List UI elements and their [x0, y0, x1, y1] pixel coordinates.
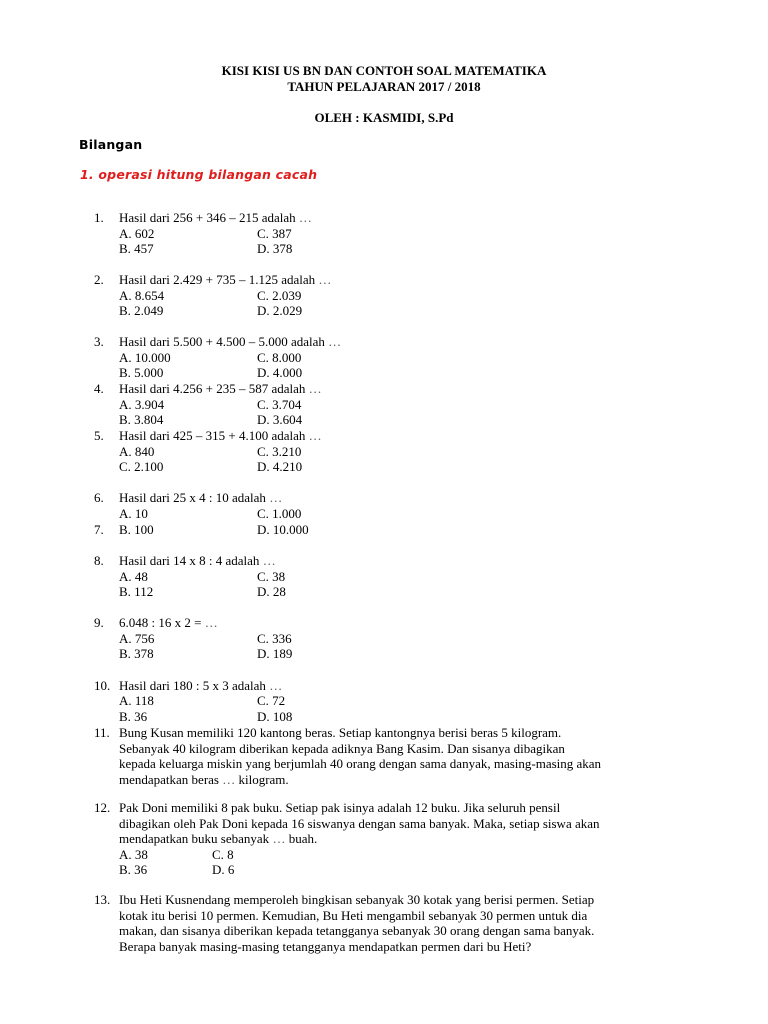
question-number: 7. [94, 522, 104, 537]
option-d: D. 3.604 [257, 412, 303, 427]
options-row [0, 303, 768, 319]
question-number: 10. [94, 678, 111, 693]
option-b: B. 112 [119, 584, 154, 599]
options-row [0, 862, 768, 878]
option-a: A. 840 [119, 444, 155, 459]
option-b: B. 378 [119, 646, 154, 661]
question-text: Hasil dari 5.500 + 4.500 – 5.000 adalah … [119, 334, 342, 349]
option-c: C. 1.000 [257, 506, 302, 521]
question-text: 6.048 : 16 x 2 = … [119, 615, 218, 630]
question-number: 4. [94, 381, 104, 396]
option-b: B. 36 [119, 709, 148, 724]
option-d: D. 4.000 [257, 365, 303, 380]
question-6 [0, 490, 768, 506]
option-a: A. 10 [119, 506, 148, 521]
question-number: 8. [94, 553, 104, 568]
option-b: B. 3.804 [119, 412, 164, 427]
option-b: B. 457 [119, 241, 154, 256]
question-4 [0, 381, 768, 397]
question-number: 12. [94, 800, 111, 815]
question-text: Pak Doni memiliki 8 pak buku. Setiap pak isinya adalah 12 buku. Jika seluruh pensil dibagikan oleh Pak Doni kepada 16 siswanya dengan sama banyak. Maka, setiap siswa akan mendapatkan buku sebanyak … buah. [119, 800, 600, 847]
option-d: D. 2.029 [257, 303, 303, 318]
options-row [0, 226, 768, 242]
option-d: D. 4.210 [257, 459, 303, 474]
options-row [0, 412, 768, 428]
options-row [0, 365, 768, 381]
question-3 [0, 334, 768, 350]
question-number: 6. [94, 490, 104, 505]
question-number: 3. [94, 334, 104, 349]
options-row [0, 631, 768, 647]
question-text: Hasil dari 25 x 4 : 10 adalah … [119, 490, 283, 505]
question-text: Bung Kusan memiliki 120 kantong beras. Setiap kantongnya berisi beras 5 kilogram. Sebanyak 40 kilogram diberikan kepada adiknya Bang Kasim. Dan sisanya dibagikan kepada keluarga miskin yang berjumlah 40 orang dengan sama danyak, masing-masing akan mendapatkan beras … kilogram. [119, 725, 602, 787]
section-heading: Bilangan [79, 137, 143, 152]
option-a: A. 48 [119, 569, 148, 584]
options-row [0, 709, 768, 725]
academic-year: TAHUN PELAJARAN 2017 / 2018 [287, 79, 481, 94]
option-c: C. 336 [257, 631, 292, 646]
question-text: Hasil dari 180 : 5 x 3 adalah … [119, 678, 283, 693]
options-row [0, 522, 768, 538]
question-text: Ibu Heti Kusnendang memperoleh bingkisan sebanyak 30 kotak yang berisi permen. Setiap kotak itu berisi 10 permen. Kemudian, Bu Heti mengambil sebanyak 30 permen untuk dia makan, dan sisanya diberikan kepada tetangganya sebanyak 30 orang dengan sama banyak. Berapa banyak masing-masing tetangganya mendapatkan permen dari bu Heti? [119, 892, 595, 954]
options-row [0, 646, 768, 662]
option-a: A. 602 [119, 226, 155, 241]
option-d: D. 28 [257, 584, 286, 599]
option-b: C. 2.100 [119, 459, 164, 474]
option-a: A. 8.654 [119, 288, 165, 303]
option-d: D. 10.000 [257, 522, 309, 537]
question-5 [0, 428, 768, 444]
option-d: D. 6 [212, 862, 235, 877]
question-1 [0, 210, 768, 226]
options-row [0, 569, 768, 585]
question-number: 9. [94, 615, 104, 630]
option-d: D. 108 [257, 709, 293, 724]
question-text: Hasil dari 256 + 346 – 215 adalah … [119, 210, 312, 225]
option-c: C. 38 [257, 569, 286, 584]
question-number: 1. [94, 210, 104, 225]
subsection-heading: 1. operasi hitung bilangan cacah [80, 167, 318, 182]
question-number: 13. [94, 892, 111, 907]
option-c: C. 3.210 [257, 444, 302, 459]
option-d: D. 378 [257, 241, 293, 256]
option-b: B. 2.049 [119, 303, 164, 318]
question-number: 5. [94, 428, 104, 443]
options-row [0, 584, 768, 600]
option-c: C. 2.039 [257, 288, 302, 303]
option-d: D. 189 [257, 646, 293, 661]
question-8 [0, 553, 768, 569]
question-number: 11. [94, 725, 110, 740]
option-c: C. 3.704 [257, 397, 302, 412]
option-b: B. 36 [119, 862, 148, 877]
options-row [0, 847, 768, 863]
option-a: A. 3.904 [119, 397, 165, 412]
option-c: C. 8.000 [257, 350, 302, 365]
question-text: Hasil dari 14 x 8 : 4 adalah … [119, 553, 276, 568]
question-2 [0, 272, 768, 288]
question-text: Hasil dari 2.429 + 735 – 1.125 adalah … [119, 272, 332, 287]
option-c: C. 387 [257, 226, 292, 241]
option-c: C. 72 [257, 693, 286, 708]
option-c: C. 8 [212, 847, 234, 862]
question-number: 2. [94, 272, 104, 287]
options-row [0, 241, 768, 257]
option-a: A. 10.000 [119, 350, 171, 365]
option-a: A. 38 [119, 847, 148, 862]
option-a: A. 118 [119, 693, 154, 708]
options-row [0, 693, 768, 709]
question-9 [0, 615, 768, 631]
options-row [0, 288, 768, 304]
options-row [0, 397, 768, 413]
options-row [0, 459, 768, 475]
question-text: Hasil dari 425 – 315 + 4.100 adalah … [119, 428, 322, 443]
options-row [0, 506, 768, 522]
options-row [0, 350, 768, 366]
option-a: A. 756 [119, 631, 155, 646]
option-b: B. 100 [119, 522, 154, 537]
question-10 [0, 678, 768, 694]
document-title: KISI KISI US BN DAN CONTOH SOAL MATEMATIKA [221, 63, 547, 78]
options-row [0, 444, 768, 460]
author-line: OLEH : KASMIDI, S.Pd [314, 110, 454, 125]
option-b: B. 5.000 [119, 365, 164, 380]
question-text: Hasil dari 4.256 + 235 – 587 adalah … [119, 381, 322, 396]
